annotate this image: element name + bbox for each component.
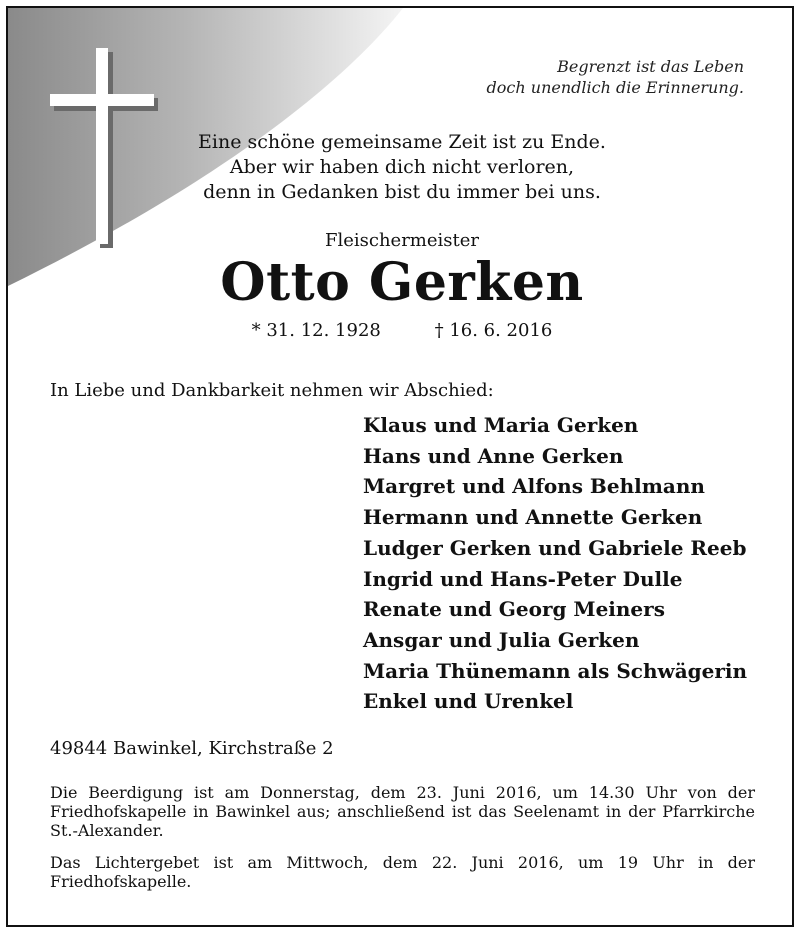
verse-line: denn in Gedanken bist du immer bei uns. (203, 181, 601, 203)
occupation: Fleischermeister (324, 230, 480, 251)
farewell-line: In Liebe und Dankbarkeit nehmen wir Abschied: (50, 380, 494, 401)
birth-date: * 31. 12. 1928 (251, 320, 381, 341)
mourner: Maria Thünemann als Schwägerin (363, 658, 748, 683)
verse-line: Eine schöne gemeinsame Zeit ist zu Ende. (198, 131, 606, 153)
mourner: Renate und Georg Meiners (363, 597, 665, 622)
prayer-notice: Das Lichtergebet ist am Mittwoch, dem 22. Juni 2016, um 19 Uhr in der Friedhofskapelle. (50, 853, 755, 891)
quote-line: Begrenzt ist das Leben (557, 57, 744, 76)
deceased-name: Otto Gerken (220, 252, 584, 313)
mourner: Hermann und Annette Gerken (363, 505, 703, 530)
quote (414, 56, 744, 98)
quote-line: doch unendlich die Erinnerung. (486, 78, 744, 97)
verse (8, 130, 794, 205)
verse-line: Aber wir haben dich nicht verloren, (229, 156, 575, 178)
obituary-card (6, 6, 794, 927)
mourner: Ansgar und Julia Gerken (363, 627, 640, 652)
mourner: Ludger Gerken und Gabriele Reeb (363, 535, 747, 560)
mourner: Margret und Alfons Behlmann (363, 474, 705, 499)
mourner: Klaus und Maria Gerken (363, 413, 639, 437)
life-dates (8, 320, 794, 341)
mourner: Hans und Anne Gerken (363, 443, 624, 468)
mourner: Enkel und Urenkel (363, 689, 574, 714)
death-date: † 16. 6. 2016 (434, 320, 553, 341)
mourners-list (363, 410, 747, 717)
address: 49844 Bawinkel, Kirchstraße 2 (50, 738, 334, 759)
mourner: Ingrid und Hans-Peter Dulle (363, 566, 683, 591)
funeral-notice: Die Beerdigung ist am Donnerstag, dem 23. Juni 2016, um 14.30 Uhr von der Friedhofskapelle in Bawinkel aus; anschließend ist das Seelenamt in der Pfarrkirche St.-Alexander. (50, 783, 755, 840)
